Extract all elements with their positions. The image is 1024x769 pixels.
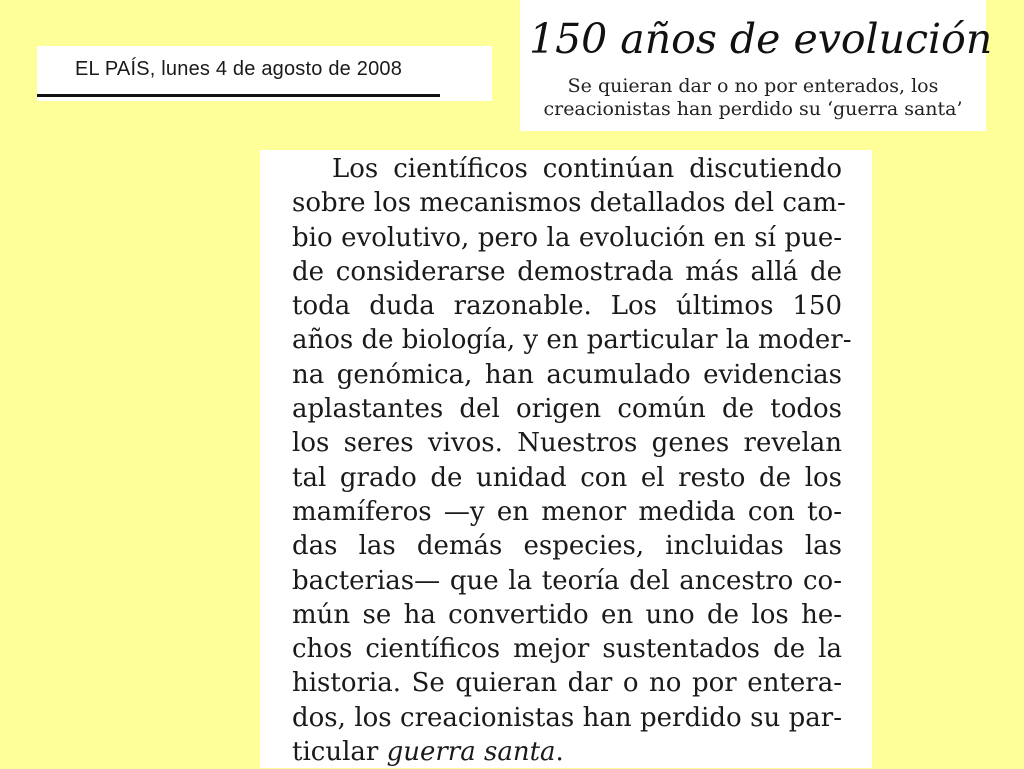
newspaper-masthead [37, 46, 492, 101]
article-last-line-italic: guerra santa [386, 737, 556, 768]
article-line: los seres vivos. Nuestros genes revelan [292, 428, 842, 459]
article-line: de considerarse demostrada más allá de [292, 256, 842, 287]
article-line: dos, los creacionistas han perdido su par- [292, 702, 842, 733]
article-text [292, 152, 852, 769]
masthead-rule [37, 94, 440, 97]
article-line: sobre los mecanismos detallados del cam- [292, 188, 846, 219]
article-line: bacterias— que la teoría del ancestro co- [292, 565, 842, 596]
article-line: toda duda razonable. Los últimos 150 [292, 291, 842, 322]
headline-subtitle-line-1: Se quieran dar o no por enterados, los [567, 75, 939, 97]
article-excerpt [260, 150, 872, 768]
headline-subtitle-line-2: creacionistas han perdido su ‘guerra santa’ [543, 98, 963, 120]
article-line: bio evolutivo, pero la evolución en sí pue- [292, 222, 842, 253]
article-last-line [292, 735, 842, 769]
article-line: chos científicos mejor sustentados de la [292, 634, 842, 665]
article-line: mún se ha convertido en uno de los he- [292, 599, 842, 630]
article-line: años de biología, y en particular la moder- [292, 325, 852, 356]
article-line: aplastantes del origen común de todos [292, 394, 842, 425]
article-line: mamíferos —y en menor medida con to- [292, 496, 842, 527]
article-line: tal grado de unidad con el resto de los [292, 462, 842, 493]
article-last-line-prefix: ticular [292, 737, 387, 768]
article-line: das las demás especies, incluidas las [292, 531, 842, 562]
article-line: historia. Se quieran dar o no por entera- [292, 668, 842, 699]
article-last-line-suffix: . [555, 737, 564, 768]
article-line: na genómica, han acumulado evidencias [292, 359, 842, 390]
masthead-text: EL PAÍS, lunes 4 de agosto de 2008 [75, 58, 403, 80]
headline-title: 150 años de evolución [529, 15, 993, 63]
headline-subtitle [520, 75, 986, 121]
headline-block [520, 0, 993, 131]
article-line: Los científicos continúan discutiendo [332, 154, 842, 184]
